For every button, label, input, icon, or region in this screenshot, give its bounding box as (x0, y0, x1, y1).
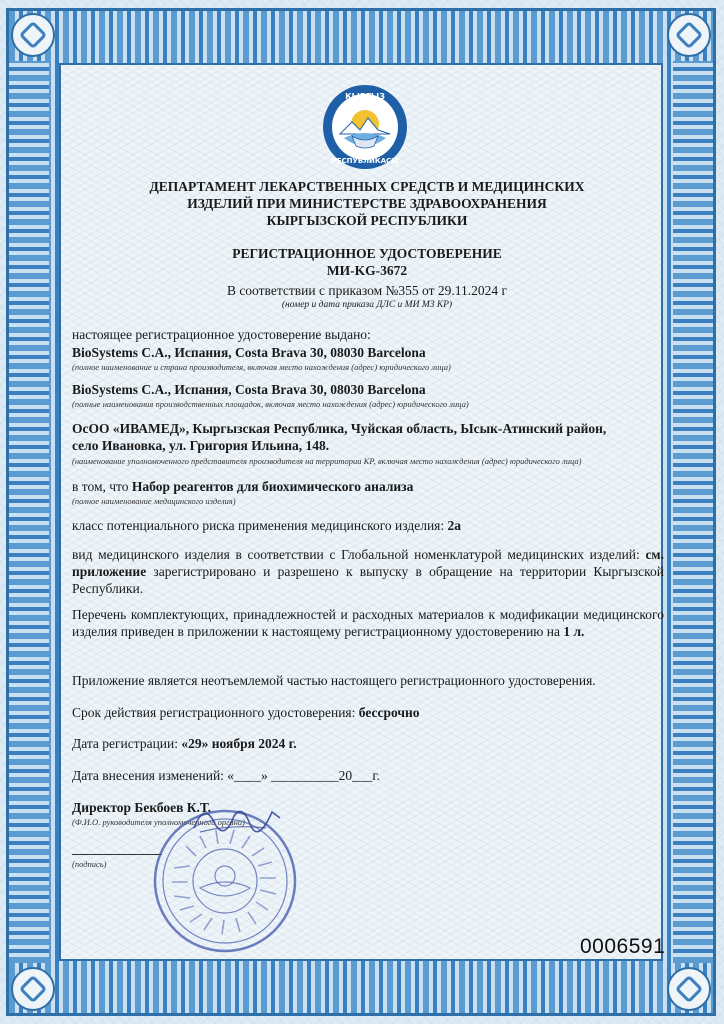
certificate-title: РЕГИСТРАЦИОННОЕ УДОСТОВЕРЕНИЕ (232, 246, 502, 261)
order-reference: В соответствии с приказом №355 от 29.11.2024 г (226, 283, 508, 298)
change-date-line: Дата внесения изменений: «____» __________20___г. (72, 768, 380, 783)
representative-line-2: село Ивановка, ул. Григория Ильина, 148. (72, 438, 330, 453)
signature-icon (190, 798, 285, 838)
svg-text:КЫРГЫЗ: КЫРГЫЗ (345, 92, 385, 101)
border-band-left (9, 61, 49, 963)
production-site-caption: (полные наименования производственных площадок, включая место нахождения (адрес) юридического лица) (72, 399, 469, 409)
components-paragraph: Перечень комплектующих, принадлежностей и расходных материалов к модификации медицинского изделия приведен в приложении к настоящему регистрационному удостоверению на 1 л. (72, 607, 664, 639)
manufacturer-caption: (полное наименование и страна производителя, включая место нахождения (адрес) юридического лица) (72, 362, 451, 372)
risk-class-value: 2а (447, 518, 462, 533)
device-type-paragraph: вид медицинского изделия в соответствии с Глобальной номенклатурой медицинских изделий: см. приложение зарегистрировано и разрешено к выпуску в обращение на территории Кыргызской Республики. (72, 547, 664, 596)
director-name: Директор Бекбоев К.Т. (72, 800, 211, 815)
product-line: в том, что Набор реагентов для биохимического анализа (72, 479, 414, 494)
dept-line-1: ДЕПАРТАМЕНТ ЛЕКАРСТВЕННЫХ СРЕДСТВ И МЕДИЦИНСКИХ (149, 179, 585, 194)
risk-class-line: класс потенциального риска применения медицинского изделия: 2а (72, 518, 462, 533)
signature-line (72, 854, 162, 855)
product-name: Набор реагентов для биохимического анализа (131, 479, 414, 494)
product-caption: (полное наименование медицинского изделия) (72, 496, 236, 506)
dept-line-3: КЫРГЫЗСКОЙ РЕСПУБЛИКИ (266, 213, 468, 228)
representative-line-1: ОсОО «ИВАМЕД», Кыргызская Республика, Чуйская область, Ысык-Атинский район, (72, 421, 607, 436)
corner-ornament (667, 967, 711, 1011)
signature-caption: (подпись) (72, 859, 107, 869)
dept-line-2: ИЗДЕЛИЙ ПРИ МИНИСТЕРСТВЕ ЗДРАВООХРАНЕНИЯ (187, 196, 547, 211)
production-site: BioSystems С.А., Испания, Costa Brava 30, 08030 Barcelona (72, 382, 426, 397)
manufacturer: BioSystems С.А., Испания, Costa Brava 30, 08030 Barcelona (72, 345, 426, 360)
validity-line: Срок действия регистрационного удостоверения: бессрочно (72, 705, 420, 720)
corner-ornament (11, 967, 55, 1011)
border-band-right (673, 61, 713, 963)
order-caption: (номер и дата приказа ДЛС и МИ МЗ КР) (281, 300, 453, 310)
annex-statement: Приложение является неотъемлемой частью настоящего регистрационного удостоверения. (72, 673, 596, 688)
certificate-heading (70, 245, 664, 279)
registration-date: «29» ноября 2024 г. (181, 736, 297, 751)
registration-date-line: Дата регистрации: «29» ноября 2024 г. (72, 736, 297, 751)
department-heading (70, 178, 664, 229)
issued-intro: настоящее регистрационное удостоверение выдано: (72, 327, 371, 342)
corner-ornament (667, 13, 711, 57)
svg-text:РЕСПУБЛИКАСЫ: РЕСПУБЛИКАСЫ (331, 157, 399, 165)
representative-caption: (наименование уполномоченного представителя производителя на территории КР, включая место нахождения (адрес) юридического лица) (72, 456, 582, 466)
validity-value: бессрочно (358, 705, 420, 720)
certificate-number: МИ-KG-3672 (326, 263, 408, 278)
serial-number: 0006591 (580, 935, 666, 958)
director-caption: (Ф.И.О. руководителя уполномоченного органа) (72, 817, 245, 827)
corner-ornament (11, 13, 55, 57)
state-emblem-icon (322, 84, 408, 170)
